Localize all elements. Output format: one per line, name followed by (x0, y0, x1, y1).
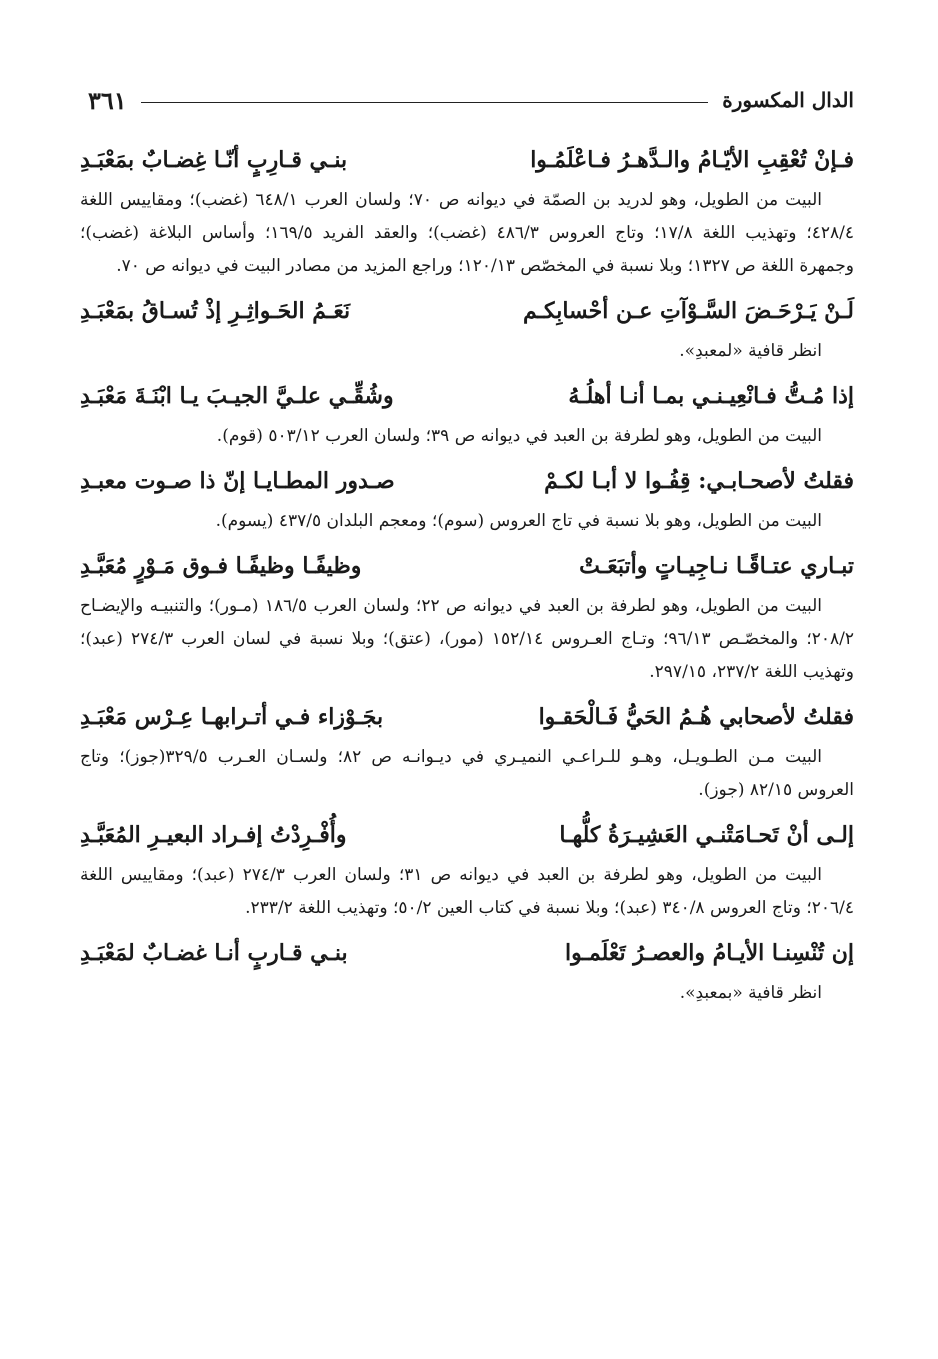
verse-first-hemistich: إن تُنْسِنـا الأيـامُ والعصـرُ تَعْلَمـوا (564, 940, 854, 966)
entry-8 (80, 933, 854, 1010)
page-number: ٣٦١ (88, 85, 127, 115)
verse-second-hemistich: وشُقِّـي علـيَّ الجيـبَ يـا ابْنَـةَ مَعْبَـدِ (80, 383, 394, 409)
running-header (88, 80, 854, 120)
verse-first-hemistich: تبـاري عتـاقًـا نـاجِيـاتٍ وأتبَعَـتْ (579, 553, 854, 579)
entry-2 (80, 291, 854, 368)
source-note: البيت من الطويل، وهو لطرفة بن العبد في ديوانه ص ٣١؛ ولسان العرب ٢٧٤/٣ (عبد)؛ ومقاييس اللغة ٢٠٦/٤؛ وتاج العروس ٣٤٠/٨ (عبد)؛ وبلا نسبة في كتاب العين ٥٠/٢؛ وتهذيب اللغة ٢٣٣/٢. (80, 865, 854, 918)
verse-first-hemistich: فـإنْ تُعْقِبِ الأيّـامُ والـدَّهـرُ فـاعْلَمُـوا (530, 147, 854, 173)
verse (80, 291, 854, 331)
chapter-title: الدال المكسورة (722, 88, 854, 112)
verse (80, 933, 854, 973)
verse-first-hemistich: لَـنْ يَـرْحَـضَ السَّـوْآتِ عـن أحْسابِكـم (522, 298, 854, 324)
verse (80, 546, 854, 586)
verse-first-hemistich: فقلتُ لأصحابي هُـمُ الحَيُّ فَـالْحَقـوا (538, 704, 854, 730)
verse (80, 697, 854, 737)
entry-7 (80, 815, 854, 925)
verse-second-hemistich: بجَـوْزاء فـي أتـرابهـا عِـرْس مَعْبَـدِ (80, 704, 384, 730)
source-note: البيت مـن الطـويـل، وهـو للـراعـي النميـري في ديـوانـه ص ٨٢؛ ولسـان العـرب ٣٢٩/٥(جوز)؛ وتاج العروس ٨٢/١٥ (جوز). (80, 747, 854, 800)
source-note: البيت من الطويل، وهو لطرفة بن العبد في ديوانه ص ٣٩؛ ولسان العرب ٥٠٣/١٢ (قوم). (216, 426, 822, 446)
source-note: البيت من الطويل، وهو لدريد بن الصمّة في ديوانه ص ٧٠؛ ولسان العرب ٦٤٨/١ (غضب)؛ ومقاييس اللغة ٤٢٨/٤؛ وتهذيب اللغة ١٧/٨؛ وتاج العروس ٤٨٦/٣ (غضب)؛ والعقد الفريد ١٦٩/٥؛ وأساس البلاغة (غضب)؛ وجمهرة اللغة ص ١٣٢٧؛ وبلا نسبة في المخصّص ١٢٠/١٣؛ وراجع المزيد من مصادر البيت في ديوانه ص ٧٠. (80, 190, 854, 276)
page-body (80, 140, 854, 1010)
source-note: انظر قافية «لمعبدِ». (679, 341, 822, 361)
source-note: البيت من الطويل، وهو لطرفة بن العبد في ديوانه ص ٢٢؛ ولسان العرب ١٨٦/٥ (مـور)؛ والتنبيـه والإيضـاح ٢٠٨/٢؛ والمخصّـص ٩٦/١٣؛ وتـاج العـروس ١٥٢/١٤ (مور)، (عتق)؛ وبلا نسبة في لسان العرب ٢٧٤/٣ (عبد)؛ وتهذيب اللغة ٢٣٧/٢، ٢٩٧/١٥. (80, 596, 854, 682)
verse-second-hemistich: وظيفًـا وظيفًـا فـوق مَـوْرٍ مُعَبَّـدِ (80, 553, 362, 579)
verse-second-hemistich: نَعَـمُ الحَـواثِـرِ إذْ تُسـاقُ بمَعْبَـدِ (80, 298, 351, 324)
verse-second-hemistich: صـدور المطـايـا إنّ ذا صـوت معبـدِ (80, 468, 395, 494)
source-note: انظر قافية «بمعبدِ». (679, 983, 822, 1003)
verse-second-hemistich: بنـي قـارِبٍ أنّـا غِضـابٌ بمَعْبَـدِ (80, 147, 348, 173)
entry-1 (80, 140, 854, 283)
entry-3 (80, 376, 854, 453)
verse-second-hemistich: بنـي قـاربٍ أنـا غضـابٌ لمَعْبَـدِ (80, 940, 348, 966)
verse (80, 815, 854, 855)
source-note: البيت من الطويل، وهو بلا نسبة في تاج العروس (سوم)؛ ومعجم البلدان ٤٣٧/٥ (يسوم). (215, 511, 822, 531)
verse (80, 461, 854, 501)
verse (80, 140, 854, 180)
entry-6 (80, 697, 854, 807)
verse-first-hemistich: إذا مُـتُّ فـانْعِيـنـي بمـا أنـا أهلُـهُ (568, 383, 854, 409)
entry-4 (80, 461, 854, 538)
entry-5 (80, 546, 854, 689)
verse-second-hemistich: وأُفْـرِدْتُ إفـراد البعيـرِ المُعَبَّـدِ (80, 822, 347, 848)
verse (80, 376, 854, 416)
verse-first-hemistich: إلـى أنْ تَحـامَتْنـي العَشِيـرَةُ كلُّهـا (559, 822, 854, 848)
header-rule (141, 102, 709, 103)
verse-first-hemistich: فقلتُ لأصحـابـي: قِفُـوا لا أبـا لكـمْ (544, 468, 854, 494)
